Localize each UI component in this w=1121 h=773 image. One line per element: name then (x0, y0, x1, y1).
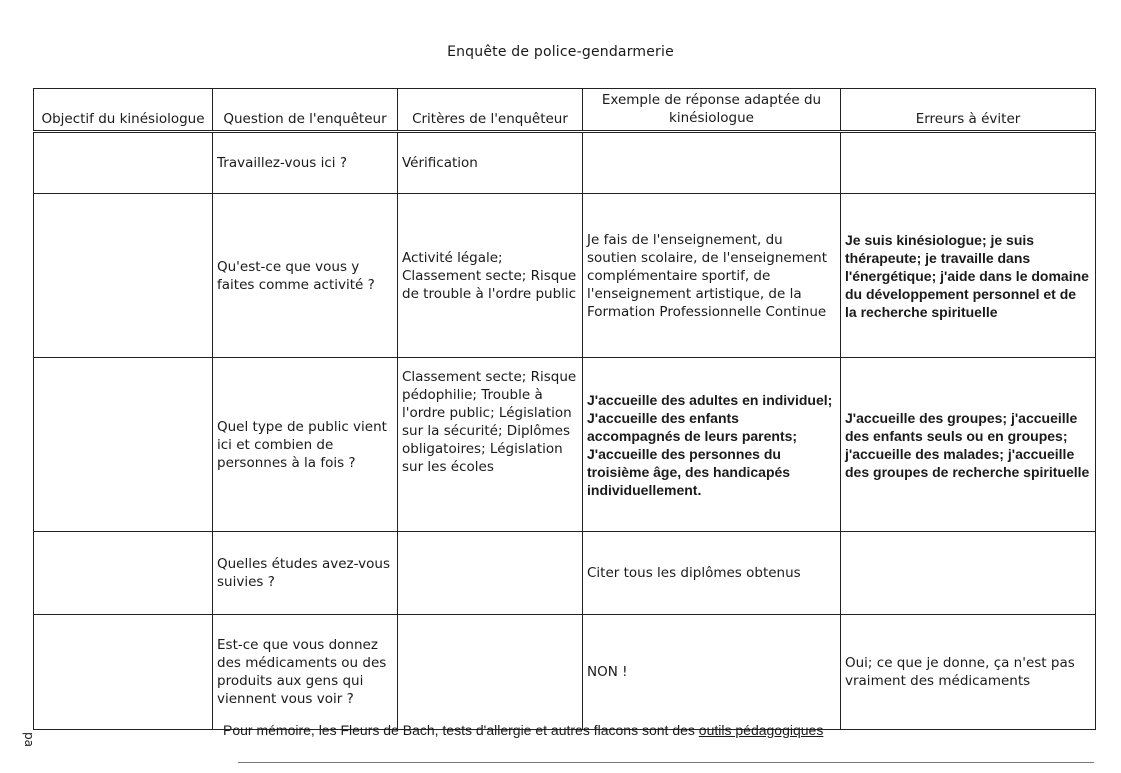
cell-reponse: NON ! (583, 615, 841, 730)
cell-reponse: Je fais de l'enseignement, du soutien scolaire, de l'enseignement complémentaire sportif, de l'enseignement artistique, de la Formation Professionnelle Continue (583, 194, 841, 358)
table-row (34, 532, 1096, 615)
cell-question: Qu'est-ce que vous y faites comme activité ? (213, 194, 398, 358)
footer-rule (238, 762, 1094, 763)
page-side-mark: pa (22, 732, 36, 747)
cell-erreurs (841, 132, 1096, 194)
cell-objectif (34, 532, 213, 615)
cell-criteres: Activité légale; Classement secte; Risque de trouble à l'ordre public (398, 194, 583, 358)
footnote (223, 722, 823, 738)
table-row (34, 358, 1096, 532)
table-row (34, 194, 1096, 358)
cell-erreurs (841, 532, 1096, 615)
cell-objectif (34, 615, 213, 730)
cell-erreurs: Oui; ce que je donne, ça n'est pas vraiment des médicaments (841, 615, 1096, 730)
cell-criteres (398, 532, 583, 615)
cell-question: Quelles études avez-vous suivies ? (213, 532, 398, 615)
cell-question: Est-ce que vous donnez des médicaments ou des produits aux gens qui viennent vous voir ? (213, 615, 398, 730)
header-objectif: Objectif du kinésiologue (34, 89, 213, 132)
cell-objectif (34, 132, 213, 194)
cell-erreurs: Je suis kinésiologue; je suis thérapeute; je travaille dans l'énergétique; j'aide dans le domaine du développement personnel et de la recherche spirituelle (841, 194, 1096, 358)
table-row (34, 132, 1096, 194)
table-header-row (34, 89, 1096, 132)
header-criteres: Critères de l'enquêteur (398, 89, 583, 132)
header-reponse: Exemple de réponse adaptée du kinésiologue (583, 89, 841, 132)
police-inquiry-table (33, 88, 1096, 730)
cell-objectif (34, 194, 213, 358)
page-title: Enquête de police-gendarmerie (447, 44, 674, 60)
cell-criteres (398, 615, 583, 730)
cell-objectif (34, 358, 213, 532)
cell-question: Quel type de public vient ici et combien de personnes à la fois ? (213, 358, 398, 532)
cell-reponse: J'accueille des adultes en individuel; J'accueille des enfants accompagnés de leurs parents; J'accueille des personnes du troisième âge, des handicapés individuellement. (583, 358, 841, 532)
cell-erreurs: J'accueille des groupes; j'accueille des enfants seuls ou en groupes; j'accueille des malades; j'accueille des groupes de recherche spirituelle (841, 358, 1096, 532)
header-question: Question de l'enquêteur (213, 89, 398, 132)
cell-criteres: Vérification (398, 132, 583, 194)
cell-reponse: Citer tous les diplômes obtenus (583, 532, 841, 615)
footnote-underlined: outils pédagogiques (698, 722, 824, 738)
cell-criteres: Classement secte; Risque pédophilie; Trouble à l'ordre public; Législation sur la sécurité; Diplômes obligatoires; Législation sur les écoles (398, 358, 583, 532)
table-row (34, 615, 1096, 730)
cell-reponse (583, 132, 841, 194)
header-erreurs: Erreurs à éviter (841, 89, 1096, 132)
cell-question: Travaillez-vous ici ? (213, 132, 398, 194)
footnote-text: Pour mémoire, les Fleurs de Bach, tests d'allergie et autres flacons sont des (223, 722, 699, 738)
